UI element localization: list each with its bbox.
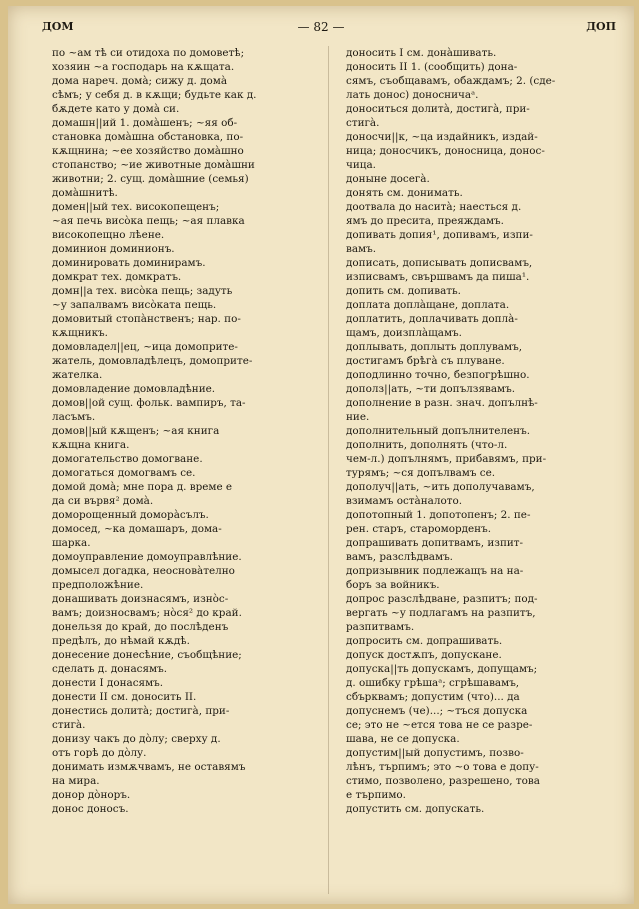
dictionary-line: ~ая печь висòка пещь; ~ая плавка — [52, 215, 245, 227]
dictionary-line: ласъмъ. — [52, 411, 96, 423]
dictionary-line: изписвамъ, свършвамъ да пиша¹. — [346, 271, 530, 283]
dictionary-line: допустим||ый допустимъ, позво- — [346, 747, 524, 759]
dictionary-line: допить см. допивать. — [346, 285, 461, 297]
dictionary-line: ние. — [346, 411, 370, 423]
dictionary-line: бѫдете като у домà си. — [52, 103, 180, 115]
dictionary-line: доминировать доминирамъ. — [52, 257, 206, 269]
header-left-guide-word: ДОМ — [42, 20, 74, 33]
dictionary-line: предѣлъ, до нѣмай кѫдѣ. — [52, 635, 190, 647]
dictionary-line: домов||ый кѫщенъ; ~ая книга — [52, 425, 220, 437]
column-divider — [328, 46, 329, 894]
dictionary-line: допрос разслѣдване, разпитъ; под- — [346, 593, 538, 605]
dictionary-line: на мира. — [52, 775, 100, 787]
dictionary-line: шава, не се допуска. — [346, 733, 460, 745]
dictionary-line: донор дòноръ. — [52, 789, 131, 801]
dictionary-line: лѣнъ, търпимъ; это ~о това е допу- — [346, 761, 539, 773]
dictionary-line: домогаться домогвамъ се. — [52, 467, 196, 479]
dictionary-line: кѫщникъ. — [52, 327, 108, 339]
dictionary-line: допуснемъ (че)...; ~тъся допуска — [346, 705, 528, 717]
dictionary-line: да си вървя² домà. — [52, 495, 154, 507]
dictionary-line: се; это не ~ется това не се разре- — [346, 719, 533, 731]
dictionary-line: допотопный 1. допотопенъ; 2. пе- — [346, 509, 531, 521]
dictionary-line: домовладел||ец, ~ица домоприте- — [52, 341, 238, 353]
dictionary-line: допуск достѫпъ, допускане. — [346, 649, 502, 661]
dictionary-line: доотвала до наситà; наесться д. — [346, 201, 522, 213]
dictionary-line: жатель, домовладѣлецъ, домоприте- — [52, 355, 253, 367]
dictionary-line: домашн||ий 1. домàшенъ; ~яя об- — [52, 117, 238, 129]
dictionary-line: донельзя до край, до послѣденъ — [52, 621, 229, 633]
dictionary-line: турямъ; ~ся допълвамъ се. — [346, 467, 496, 479]
dictionary-line: допрашивать допитвамъ, изпит- — [346, 537, 524, 549]
dictionary-line: дописать, дописывать дописвамъ, — [346, 257, 533, 269]
dictionary-line: шарка. — [52, 537, 91, 549]
header-right-guide-word: ДОП — [586, 20, 616, 33]
dictionary-line: дополуч||ать, ~ить дополучавамъ, — [346, 481, 535, 493]
dictionary-line: дополнение в разн. знач. допълнѣ- — [346, 397, 538, 409]
dictionary-line: доносить II 1. (сообщить) дона- — [346, 61, 518, 73]
dictionary-line: допросить см. допрашивать. — [346, 635, 503, 647]
dictionary-line: домкрат тех. домкратъ. — [52, 271, 182, 283]
dictionary-line: донять см. донимать. — [346, 187, 463, 199]
dictionary-line: допуска||ть допускамъ, допущамъ; — [346, 663, 538, 675]
dictionary-line: е търпимо. — [346, 789, 406, 801]
dictionary-line: д. ошибку грѣшаᵃ; сгрѣшавамъ, — [346, 677, 520, 689]
dictionary-line: доноситься долитà, достигà, при- — [346, 103, 530, 115]
dictionary-line: доносить I см. донàшивать. — [346, 47, 497, 59]
dictionary-line: домàшнитѣ. — [52, 187, 118, 199]
dictionary-line: кѫщнина; ~ее хозяйство домàшно — [52, 145, 244, 157]
dictionary-line: вамъ, разслѣдвамъ. — [346, 551, 453, 563]
dictionary-line: домн||а тех. висòка пещь; задуть — [52, 285, 233, 297]
dictionary-line: по ~ам тѣ си отидоха по домоветѣ; — [52, 47, 245, 59]
dictionary-line: донести I донасямъ. — [52, 677, 164, 689]
dictionary-line: кѫщна книга. — [52, 439, 130, 451]
dictionary-line: разпитвамъ. — [346, 621, 415, 633]
dictionary-line: вамъ. — [346, 243, 377, 255]
dictionary-line: високопещно лѣене. — [52, 229, 165, 241]
dictionary-line: домовладение домовладѣние. — [52, 383, 216, 395]
dictionary-line: стимо, позволено, разрешено, това — [346, 775, 540, 787]
dictionary-line: животни; 2. сущ. домàшние (семья) — [52, 173, 249, 185]
dictionary-line: достигамъ брѣгà съ плуване. — [346, 355, 505, 367]
left-column — [52, 46, 316, 816]
dictionary-line: доплывать, доплыть доплувамъ, — [346, 341, 522, 353]
dictionary-line: домовитый стопàнственъ; нар. по- — [52, 313, 241, 325]
dictionary-line: чем-л.) допълнямъ, прибавямъ, при- — [346, 453, 547, 465]
dictionary-line: дополз||ать, ~ти допълзявамъ. — [346, 383, 516, 395]
dictionary-line: стигà. — [346, 117, 380, 129]
dictionary-line: дополнить, дополнять (что-л. — [346, 439, 508, 451]
page-header — [26, 20, 616, 38]
right-column — [346, 46, 610, 816]
dictionary-line: чица. — [346, 159, 376, 171]
dictionary-line: хозяин ~а господарь на кѫщата. — [52, 61, 235, 73]
dictionary-line: домов||ой сущ. фольк. вампиръ, та- — [52, 397, 246, 409]
dictionary-line: донос доносъ. — [52, 803, 129, 815]
dictionary-line: домосед, ~ка домашаръ, дома- — [52, 523, 222, 535]
dictionary-line: донизу чакъ до дòлу; сверху д. — [52, 733, 221, 745]
dictionary-line: домой домà; мне пора д. време е — [52, 481, 233, 493]
dictionary-line: сямъ, съобщавамъ, обаждамъ; 2. (сде- — [346, 75, 556, 87]
dictionary-line: вамъ; доизносвамъ; нòся² до край. — [52, 607, 242, 619]
dictionary-line: допивать допия¹, допивамъ, изпи- — [346, 229, 533, 241]
dictionary-line: рен. старъ, староморденъ. — [346, 523, 492, 535]
dictionary-line: доплатить, доплачивать доплà- — [346, 313, 518, 325]
dictionary-line: доподлинно точно, безпогрѣшно. — [346, 369, 530, 381]
dictionary-line: доныне досегà. — [346, 173, 430, 185]
dictionary-line: допустить см. допускать. — [346, 803, 485, 815]
dictionary-line: донесение донесѣние, съобщѣние; — [52, 649, 242, 661]
dictionary-line: становка домàшна обстановка, по- — [52, 131, 244, 143]
dictionary-line: дома нареч. домà; сижу д. домà — [52, 75, 228, 87]
dictionary-line: донести II см. доносить II. — [52, 691, 197, 703]
dictionary-line: домоуправление домоуправлѣние. — [52, 551, 242, 563]
dictionary-line: домогательство домогване. — [52, 453, 203, 465]
dictionary-line: доморощенный доморàсълъ. — [52, 509, 209, 521]
dictionary-line: ~у запалвамъ висòката пещь. — [52, 299, 217, 311]
dictionary-line: стопанство; ~ие животные домàшни — [52, 159, 255, 171]
dictionary-line: взимамъ остàналото. — [346, 495, 463, 507]
dictionary-line: жателка. — [52, 369, 103, 381]
dictionary-line: домысел догадка, неосновàтелно — [52, 565, 235, 577]
dictionary-line: допризывник подлежащъ на на- — [346, 565, 524, 577]
dictionary-line: сѣмъ; у себя д. в кѫщи; будьте как д. — [52, 89, 257, 101]
dictionary-line: ямъ до пресита, преяждамъ. — [346, 215, 504, 227]
dictionary-line: щамъ, доизплàщамъ. — [346, 327, 462, 339]
dictionary-line: доносчи||к, ~ца издайникъ, издай- — [346, 131, 538, 143]
dictionary-line: отъ горѣ до дòлу. — [52, 747, 147, 759]
dictionary-line: лать донос) доносничаᵃ. — [346, 89, 479, 101]
dictionary-line: домен||ый тех. високопещенъ; — [52, 201, 220, 213]
dictionary-line: предположѣние. — [52, 579, 144, 591]
dictionary-line: стигà. — [52, 719, 86, 731]
dictionary-line: донимать измѫчвамъ, не оставямъ — [52, 761, 246, 773]
dictionary-line: ница; доносчикъ, доносница, донос- — [346, 145, 545, 157]
dictionary-line: боръ за войникъ. — [346, 579, 440, 591]
dictionary-line: доплата доплàщане, доплата. — [346, 299, 510, 311]
dictionary-line: вергать ~у подлагамъ на разпитъ, — [346, 607, 536, 619]
dictionary-line: сделать д. донасямъ. — [52, 663, 168, 675]
dictionary-line: донестись долитà; достигà, при- — [52, 705, 230, 717]
dictionary-line: донашивать доизнасямъ, изнòс- — [52, 593, 229, 605]
page-number: — 82 — — [297, 20, 345, 34]
dictionary-line: сбърквамъ; допустим (что)... да — [346, 691, 520, 703]
dictionary-line: дополнительный допълнителенъ. — [346, 425, 530, 437]
dictionary-page — [8, 6, 634, 904]
dictionary-line: доминион доминионъ. — [52, 243, 175, 255]
